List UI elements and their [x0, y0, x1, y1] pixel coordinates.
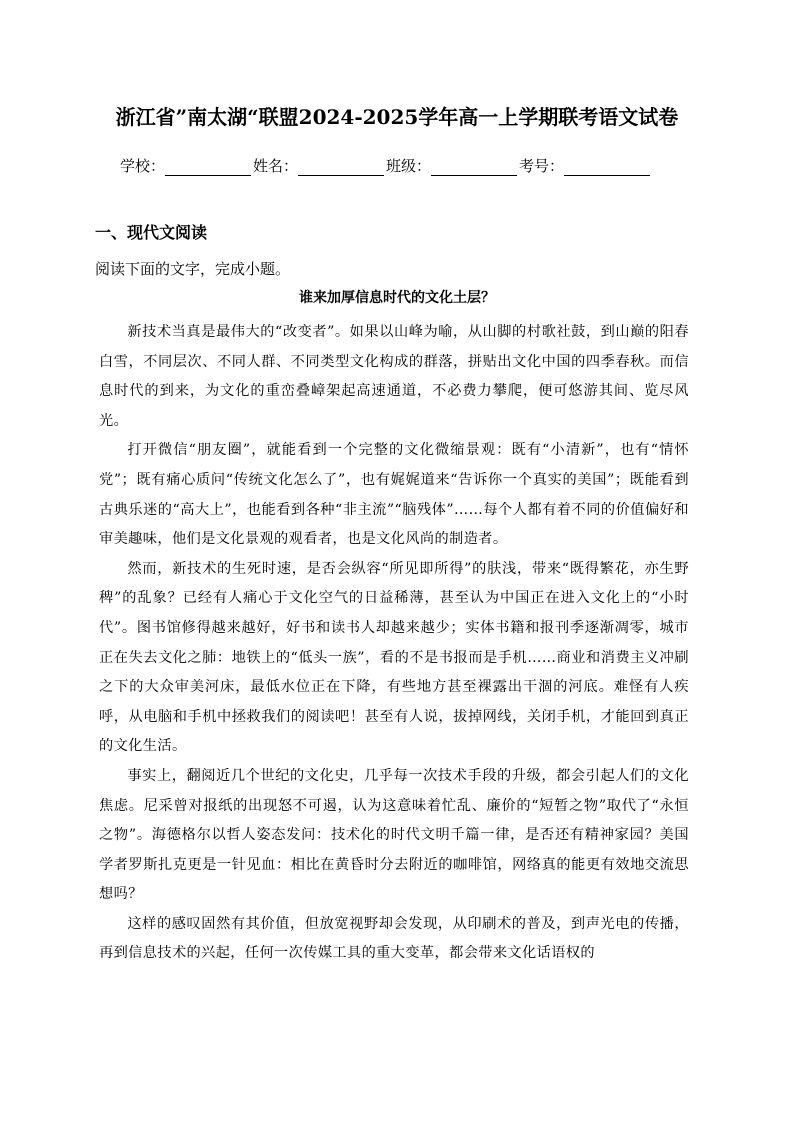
- article-paragraph: 事实上，翻阅近几个世纪的文化史，几乎每一次技术手段的升级，都会引起人们的文化焦虑。尼采曾对报纸的出现怒不可遏，认为这意味着忙乱、廉价的“短暂之物”取代了“永恒之物”。海德格尔以哲人姿态发问：技术化的时代文明千篇一律，是否还有精神家园？美国学者罗斯扎克更是一针见血：相比在黄昏时分去附近的咖啡馆，网络真的能更有效地交流思想吗？: [99, 767, 689, 903]
- info-field-exam-number: [519, 155, 652, 176]
- article-body: [99, 318, 689, 969]
- article-paragraph: 新技术当真是最伟大的“改变者”。如果以山峰为喻，从山脚的村歌社鼓，到山巅的阳春白雪，不同层次、不同人群、不同类型文化构成的群落，拼贴出文化中国的四季春秋。而信息时代的到来，为文化的重峦叠嶂架起高速通道，不必费力攀爬，便可悠游其间、览尽风光。: [99, 324, 689, 429]
- article-paragraph: 打开微信“朋友圈”，就能看到一个完整的文化微缩景观：既有“小清新”，也有“情怀党”；既有痛心质问“传统文化怎么了”，也有娓娓道来“告诉你一个真实的美国”；既能看到古典乐迷的“高大上”，也能看到各种“非主流”“脑残体”……每个人都有着不同的价值偏好和审美趣味，他们是文化景观的观看者，也是文化风尚的制造者。: [99, 442, 689, 548]
- info-field-class: [386, 155, 519, 176]
- info-label-class: 班级：: [386, 157, 432, 175]
- article-title: 谁来加厚信息时代的文化土层？: [299, 290, 495, 306]
- article-paragraph: 然而，新技术的生死时速，是否会纵容“所见即所得”的肤浅，带来“既得繁花，亦生野稗”的乱象？已经有人痛心于文化空气的日益稀薄，甚至认为中国正在进入文化上的“小时代”。图书馆修得越来越好，好书和读书人却越来越少；实体书籍和报刊季逐渐凋零，城市正在失去文化之肺：地铁上的“低头一族”，看的不是书报而是手机……商业和消费主义冲刷之下的大众审美河床，最低水位正在下降，有些地方甚至裸露出干涸的河底。难怪有人疾呼，从电脑和手机中拯救我们的阅读吧！甚至有人说，拔掉网线，关闭手机，才能回到真正的文化生活。: [99, 560, 689, 755]
- exam-title: 浙江省”南太湖“联盟2024-2025学年高一上学期联考语文试卷: [115, 105, 679, 129]
- class-blank-line: [431, 157, 517, 176]
- info-field-school: [120, 155, 253, 176]
- name-blank-line: [298, 157, 384, 176]
- section-instruction: 阅读下面的文字，完成小题。: [95, 260, 291, 278]
- article-paragraph: 这样的感叹固然有其价值，但放宽视野却会发现，从印刷术的普及，到声光电的传播，再到信息技术的兴起，任何一次传媒工具的重大变革，都会带来文化话语权的: [99, 915, 689, 962]
- info-label-exam-number: 考号：: [519, 157, 565, 175]
- school-blank-line: [165, 157, 251, 176]
- section-heading: 一、现代文阅读: [95, 223, 208, 242]
- info-field-name: [253, 155, 386, 176]
- info-label-school: 学校：: [120, 157, 166, 175]
- info-label-name: 姓名：: [253, 157, 299, 175]
- student-info-row: [120, 152, 680, 176]
- exam-number-blank-line: [564, 157, 650, 176]
